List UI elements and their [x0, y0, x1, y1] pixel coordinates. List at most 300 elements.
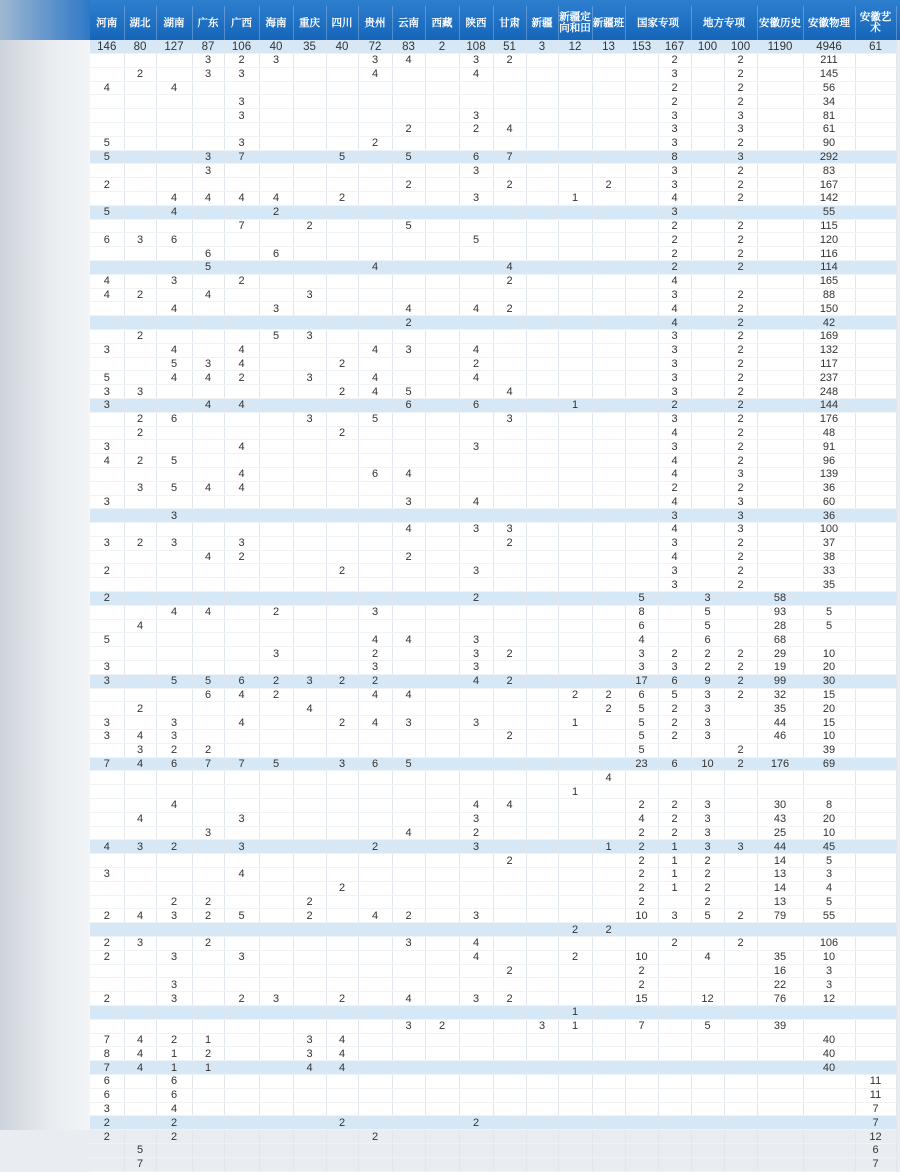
table-cell	[592, 495, 625, 509]
table-cell	[392, 109, 425, 123]
table-cell	[259, 854, 293, 868]
table-cell	[459, 274, 493, 288]
table-cell	[425, 1088, 459, 1102]
table-cell	[358, 274, 392, 288]
table-cell	[526, 881, 558, 895]
table-cell: 40	[803, 1061, 855, 1075]
table-cell	[392, 1130, 425, 1144]
table-cell	[358, 564, 392, 578]
table-cell	[855, 868, 896, 882]
table-cell	[192, 509, 224, 523]
table-cell	[90, 481, 124, 495]
table-cell	[493, 1157, 526, 1171]
table-cell	[425, 716, 459, 730]
table-cell	[459, 329, 493, 343]
table-cell: 4	[192, 481, 224, 495]
table-cell	[592, 440, 625, 454]
table-cell: 2	[658, 233, 691, 247]
table-cell	[592, 467, 625, 481]
table-cell	[425, 205, 459, 219]
table-cell	[124, 881, 156, 895]
table-cell: 2	[192, 743, 224, 757]
table-row	[90, 329, 896, 343]
table-cell	[90, 1005, 124, 1019]
table-cell: 3	[224, 67, 259, 81]
table-cell	[526, 205, 558, 219]
table-cell: 40	[803, 1033, 855, 1047]
table-cell: 7	[855, 1157, 896, 1171]
table-cell: 106	[803, 937, 855, 951]
table-cell	[326, 771, 358, 785]
table-cell	[90, 799, 124, 813]
table-cell	[855, 1061, 896, 1075]
table-cell: 2	[724, 743, 757, 757]
table-cell	[724, 895, 757, 909]
table-cell	[757, 302, 803, 316]
table-cell	[459, 605, 493, 619]
table-cell	[526, 233, 558, 247]
table-cell	[156, 495, 192, 509]
table-cell: 2	[558, 688, 592, 702]
table-cell: 4	[224, 688, 259, 702]
table-cell	[293, 1019, 326, 1033]
table-cell	[855, 605, 896, 619]
table-cell	[425, 233, 459, 247]
table-cell	[90, 854, 124, 868]
table-cell	[625, 247, 658, 261]
table-cell	[855, 219, 896, 233]
table-cell	[192, 205, 224, 219]
table-cell	[259, 385, 293, 399]
table-cell	[392, 205, 425, 219]
table-cell: 146	[90, 40, 124, 54]
table-cell	[558, 1047, 592, 1061]
table-cell: 2	[192, 937, 224, 951]
table-cell: 3	[658, 578, 691, 592]
table-cell: 2	[724, 343, 757, 357]
table-cell: 3	[124, 743, 156, 757]
table-cell: 11	[855, 1074, 896, 1088]
table-cell	[392, 536, 425, 550]
table-cell: 2	[658, 219, 691, 233]
table-cell: 248	[803, 385, 855, 399]
table-cell: 3	[224, 95, 259, 109]
table-cell	[855, 799, 896, 813]
table-cell	[757, 785, 803, 799]
table-cell	[425, 288, 459, 302]
table-cell	[124, 978, 156, 992]
table-cell	[192, 799, 224, 813]
table-cell	[724, 1088, 757, 1102]
table-cell	[724, 964, 757, 978]
table-cell	[658, 1033, 691, 1047]
table-cell: 2	[90, 178, 124, 192]
table-cell	[425, 509, 459, 523]
table-cell: 3	[224, 136, 259, 150]
table-cell	[392, 895, 425, 909]
table-cell: 3	[259, 992, 293, 1006]
table-cell	[558, 95, 592, 109]
table-cell	[493, 343, 526, 357]
table-cell: 6	[156, 757, 192, 771]
table-cell: 2	[724, 95, 757, 109]
table-cell	[192, 109, 224, 123]
table-cell	[224, 661, 259, 675]
table-cell	[192, 592, 224, 606]
table-cell	[358, 1047, 392, 1061]
table-cell: 3	[124, 233, 156, 247]
table-cell: 39	[803, 743, 855, 757]
table-cell: 8	[803, 799, 855, 813]
table-cell	[392, 357, 425, 371]
table-cell	[358, 978, 392, 992]
table-cell	[293, 536, 326, 550]
table-cell	[124, 150, 156, 164]
table-cell	[90, 619, 124, 633]
table-cell	[526, 1143, 558, 1157]
table-cell: 3	[90, 440, 124, 454]
table-cell	[691, 1005, 724, 1019]
table-cell	[156, 592, 192, 606]
table-cell: 4	[124, 909, 156, 923]
table-cell: 3	[658, 564, 691, 578]
table-cell	[459, 260, 493, 274]
table-cell	[855, 536, 896, 550]
table-row	[90, 523, 896, 537]
table-cell	[855, 122, 896, 136]
table-cell	[224, 592, 259, 606]
table-cell	[493, 191, 526, 205]
table-row	[90, 923, 896, 937]
table-cell: 3	[90, 385, 124, 399]
table-cell: 10	[803, 730, 855, 744]
table-cell	[493, 950, 526, 964]
table-cell: 5	[691, 909, 724, 923]
table-cell	[358, 426, 392, 440]
table-cell	[625, 1061, 658, 1075]
table-cell	[526, 578, 558, 592]
table-cell	[224, 412, 259, 426]
table-cell	[493, 868, 526, 882]
table-cell	[293, 164, 326, 178]
table-cell	[803, 1019, 855, 1033]
table-cell	[90, 260, 124, 274]
table-cell	[259, 1033, 293, 1047]
table-cell: 69	[803, 757, 855, 771]
table-cell	[558, 812, 592, 826]
table-cell: 2	[326, 426, 358, 440]
table-cell: 5	[658, 688, 691, 702]
table-cell: 2	[293, 895, 326, 909]
table-cell	[724, 1019, 757, 1033]
table-cell	[124, 205, 156, 219]
table-cell	[156, 260, 192, 274]
table-cell	[259, 233, 293, 247]
table-cell: 2	[326, 357, 358, 371]
table-cell	[724, 633, 757, 647]
table-cell	[526, 688, 558, 702]
table-cell	[459, 785, 493, 799]
table-cell	[358, 481, 392, 495]
table-cell: 115	[803, 219, 855, 233]
table-cell	[459, 536, 493, 550]
table-cell	[156, 67, 192, 81]
table-cell	[425, 54, 459, 68]
table-cell: 2	[592, 688, 625, 702]
table-cell	[124, 647, 156, 661]
table-row	[90, 757, 896, 771]
table-cell: 3	[493, 523, 526, 537]
table-cell	[124, 550, 156, 564]
table-cell: 116	[803, 247, 855, 261]
table-cell	[691, 1033, 724, 1047]
table-cell: 55	[803, 205, 855, 219]
table-cell: 2	[625, 881, 658, 895]
table-cell	[855, 771, 896, 785]
table-cell	[757, 923, 803, 937]
table-cell	[592, 54, 625, 68]
table-cell	[425, 895, 459, 909]
table-cell: 211	[803, 54, 855, 68]
table-cell	[425, 812, 459, 826]
table-cell	[425, 730, 459, 744]
table-cell	[558, 136, 592, 150]
table-cell	[625, 1088, 658, 1102]
table-cell: 2	[493, 54, 526, 68]
table-cell: 3	[293, 674, 326, 688]
table-cell	[855, 150, 896, 164]
table-cell	[124, 868, 156, 882]
table-cell	[658, 785, 691, 799]
table-cell	[803, 1102, 855, 1116]
table-cell	[358, 854, 392, 868]
table-cell: 5	[625, 743, 658, 757]
table-cell	[724, 799, 757, 813]
table-cell	[358, 164, 392, 178]
table-cell	[526, 536, 558, 550]
table-cell: 2	[326, 1116, 358, 1130]
table-cell: 4	[392, 633, 425, 647]
table-cell: 4	[124, 757, 156, 771]
table-cell	[326, 1019, 358, 1033]
table-cell: 2	[724, 233, 757, 247]
table-cell	[392, 592, 425, 606]
table-row	[90, 164, 896, 178]
table-cell: 12	[855, 1130, 896, 1144]
table-cell: 2	[124, 426, 156, 440]
table-cell: 106	[224, 40, 259, 54]
table-cell: 3	[691, 592, 724, 606]
table-cell	[558, 109, 592, 123]
table-cell	[259, 881, 293, 895]
table-cell: 3	[724, 840, 757, 854]
table-cell	[855, 440, 896, 454]
table-cell	[326, 95, 358, 109]
table-cell	[425, 854, 459, 868]
table-cell	[293, 812, 326, 826]
table-cell	[625, 550, 658, 564]
table-cell	[592, 329, 625, 343]
table-cell: 5	[625, 702, 658, 716]
table-cell	[124, 302, 156, 316]
table-cell: 35	[803, 578, 855, 592]
table-cell	[526, 992, 558, 1006]
table-cell	[691, 302, 724, 316]
table-cell: 3	[459, 909, 493, 923]
table-cell	[493, 1074, 526, 1088]
table-cell: 5	[392, 757, 425, 771]
table-cell: 11	[855, 1088, 896, 1102]
table-cell	[358, 1033, 392, 1047]
table-cell	[558, 799, 592, 813]
table-row	[90, 702, 896, 716]
table-row	[90, 578, 896, 592]
table-cell	[293, 481, 326, 495]
table-row	[90, 122, 896, 136]
table-row	[90, 674, 896, 688]
table-cell	[224, 881, 259, 895]
table-cell	[326, 1088, 358, 1102]
table-row	[90, 812, 896, 826]
table-cell: 3	[459, 647, 493, 661]
table-row	[90, 136, 896, 150]
table-cell	[224, 895, 259, 909]
table-cell: 3	[459, 992, 493, 1006]
table-cell	[558, 412, 592, 426]
table-cell	[691, 1157, 724, 1171]
table-cell	[156, 647, 192, 661]
table-cell	[558, 509, 592, 523]
table-row	[90, 54, 896, 68]
table-cell	[558, 895, 592, 909]
table-cell	[757, 398, 803, 412]
table-cell: 2	[90, 937, 124, 951]
table-row	[90, 895, 896, 909]
table-cell: 2	[90, 992, 124, 1006]
table-cell	[224, 205, 259, 219]
column-header: 西藏	[425, 6, 459, 40]
table-cell	[392, 1157, 425, 1171]
table-cell: 3	[293, 1047, 326, 1061]
table-cell: 2	[724, 54, 757, 68]
table-cell	[156, 122, 192, 136]
table-cell: 3	[724, 150, 757, 164]
table-cell: 5	[459, 233, 493, 247]
table-cell: 2	[124, 536, 156, 550]
table-cell: 4	[358, 909, 392, 923]
table-cell: 80	[124, 40, 156, 54]
table-cell	[358, 523, 392, 537]
table-cell: 4	[658, 302, 691, 316]
table-cell	[558, 164, 592, 178]
table-cell	[855, 743, 896, 757]
table-cell	[192, 785, 224, 799]
table-cell	[757, 122, 803, 136]
table-cell	[757, 1130, 803, 1144]
table-cell: 5	[691, 1019, 724, 1033]
table-cell	[224, 923, 259, 937]
table-cell: 2	[724, 357, 757, 371]
table-cell	[625, 578, 658, 592]
table-cell: 3	[625, 647, 658, 661]
table-cell	[757, 233, 803, 247]
table-cell: 20	[803, 812, 855, 826]
table-cell	[493, 923, 526, 937]
table-row	[90, 454, 896, 468]
table-cell: 3	[90, 1102, 124, 1116]
table-cell	[358, 923, 392, 937]
table-cell: 40	[326, 40, 358, 54]
table-row	[90, 260, 896, 274]
table-cell	[259, 1005, 293, 1019]
table-cell	[293, 316, 326, 330]
table-cell	[493, 812, 526, 826]
table-cell	[192, 219, 224, 233]
table-cell: 2	[724, 398, 757, 412]
table-cell: 15	[625, 992, 658, 1006]
table-cell: 3	[459, 164, 493, 178]
table-cell	[459, 81, 493, 95]
table-cell	[558, 647, 592, 661]
table-cell: 12	[803, 992, 855, 1006]
table-cell	[224, 1116, 259, 1130]
table-cell	[425, 909, 459, 923]
table-cell	[124, 509, 156, 523]
table-row	[90, 1074, 896, 1088]
table-cell	[192, 716, 224, 730]
table-cell	[259, 702, 293, 716]
table-cell	[192, 868, 224, 882]
table-cell	[855, 274, 896, 288]
table-cell	[293, 302, 326, 316]
table-row	[90, 536, 896, 550]
table-cell: 4	[358, 716, 392, 730]
table-cell: 12	[558, 40, 592, 54]
table-cell	[493, 467, 526, 481]
table-row	[90, 495, 896, 509]
table-cell	[592, 716, 625, 730]
table-cell: 3	[459, 523, 493, 537]
table-cell	[493, 233, 526, 247]
table-cell: 34	[803, 95, 855, 109]
table-cell	[592, 937, 625, 951]
table-row	[90, 274, 896, 288]
table-cell	[757, 54, 803, 68]
table-cell	[192, 812, 224, 826]
table-cell	[691, 343, 724, 357]
table-cell: 120	[803, 233, 855, 247]
table-cell	[558, 178, 592, 192]
table-cell	[691, 964, 724, 978]
table-cell: 7	[224, 150, 259, 164]
table-cell	[625, 1033, 658, 1047]
table-cell: 4	[658, 550, 691, 564]
table-row	[90, 67, 896, 81]
table-cell	[156, 329, 192, 343]
table-cell: 2	[658, 647, 691, 661]
table-cell	[224, 385, 259, 399]
table-cell	[326, 122, 358, 136]
table-cell: 4	[392, 302, 425, 316]
table-cell: 19	[757, 661, 803, 675]
table-cell: 2	[293, 909, 326, 923]
table-cell	[392, 950, 425, 964]
table-cell: 6	[259, 247, 293, 261]
table-cell	[425, 1130, 459, 1144]
table-cell	[326, 509, 358, 523]
table-cell	[392, 619, 425, 633]
table-cell	[259, 937, 293, 951]
